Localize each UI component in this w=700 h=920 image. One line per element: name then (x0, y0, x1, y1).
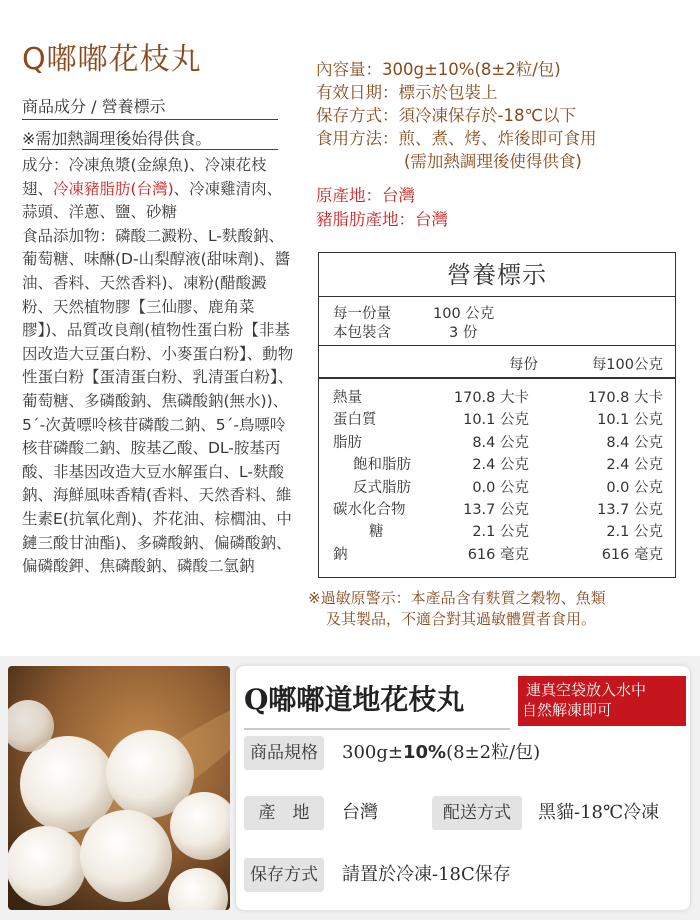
nutrient-per-serving: 616 毫克 (467, 546, 529, 563)
nutrient-name: 鈉 (333, 546, 348, 563)
ingredients-main (22, 154, 294, 225)
nutrient-per-serving: 13.7 公克 (463, 501, 529, 518)
origin-value: 台灣 (342, 802, 378, 823)
nutrient-per-serving: 2.4 公克 (472, 457, 529, 474)
nutrient-per-serving: 170.8 大卡 (453, 390, 529, 406)
nutrient-per-100g: 10.1 公克 (597, 412, 663, 429)
nutrient-name: 糖 (369, 524, 384, 541)
nutrient-per-100g: 0.0 公克 (606, 479, 663, 496)
nutrient-name: 碳水化合物 (333, 501, 406, 518)
nutrient-per-100g: 8.4 公克 (606, 434, 663, 451)
badge-line: 連真空袋放入水中 (526, 681, 647, 699)
additives-text: 食品添加物：磷酸二澱粉、L-麩酸鈉、葡萄糖、味醂(D-山梨醇液(甜味劑)、醬油、香料、天然香料)、凍粉(醋酸澱粉、天然植物膠【三仙膠、鹿角菜膠】)、品質改良劑(植物性蛋白粉【非基因改造大豆蛋白粉、小麥蛋白粉】、動物性蛋白粉【蛋清蛋白粉、乳清蛋白粉】、葡萄糖、多磷酸鈉、焦磷酸鈉(無水))、5´-次黃嘌呤核苷磷酸二鈉、5´-鳥嘌呤核苷磷酸二鈉、胺基乙酸、DL-胺基丙酸、非基因改造大豆水解蛋白、L-麩酸鈉、海鮮風味香精(香料、天然香料、維生素E(抗氧化劑)、芥花油、棕櫚油、中鏈三酸甘油酯)、多磷酸鈉、偏磷酸鈉、偏磷酸鉀、焦磷酸鈉、磷酸二氫鈉 (22, 226, 294, 576)
nutrient-per-serving: 0.0 公克 (472, 479, 529, 496)
nutrient-per-100g: 2.4 公克 (606, 457, 663, 474)
spec-value (342, 736, 540, 770)
usage-method: 食用方法：煎、煮、烤、炸後即可食用 (316, 129, 597, 148)
allergen-line: 及其製品，不適合對其過敏體質者食用。 (326, 610, 597, 628)
product-photo (8, 666, 230, 910)
product-name: Q嘟嘟道地花枝丸 (244, 683, 465, 716)
nutrient-per-serving: 2.1 公克 (472, 524, 529, 541)
nutrition-row (319, 544, 675, 566)
nutrient-per-100g: 616 毫克 (601, 546, 663, 563)
product-banner (0, 656, 700, 920)
column-per-serving: 每份 (509, 357, 538, 373)
origin: 原產地：台灣 (316, 186, 415, 205)
nutrient-per-100g: 170.8 大卡 (587, 390, 663, 406)
content-amount: 內容量：300g±10%(8±2粒/包) (316, 60, 561, 79)
nutrition-row (319, 409, 675, 431)
shipping-label: 配送方式 (432, 796, 522, 830)
nutrition-table (318, 252, 676, 578)
storage-label: 保存方式 (244, 858, 324, 892)
nutrient-name: 脂肪 (333, 434, 362, 451)
storage-value: 請置於冷凍-18C保存 (342, 864, 511, 885)
nutrient-name: 熱量 (333, 390, 362, 406)
expiry-date: 有效日期：標示於包裝上 (316, 83, 498, 102)
fish-balls-image (8, 666, 230, 910)
divider (319, 377, 675, 379)
spec-text: 300g± (342, 742, 403, 763)
nutrition-row (319, 432, 675, 454)
nutrition-row (319, 454, 675, 476)
usage-note: (需加熱調理後使得供食) (404, 152, 582, 171)
shipping-value: 黑貓-18℃冷凍 (538, 802, 660, 823)
nutrient-name: 飽和脂肪 (353, 457, 411, 474)
serving-label: 每一份量 (333, 306, 391, 322)
divider (22, 149, 278, 150)
nutrition-row (319, 477, 675, 499)
nutrition-rows (319, 387, 675, 566)
fat-origin: 豬脂肪產地：台灣 (316, 210, 448, 229)
nutrition-row (319, 387, 675, 409)
allergen-warning (308, 588, 688, 630)
ingredients-text: 成分：冷凍魚漿(金線魚)、冷凍花枝翅、 (22, 156, 267, 198)
divider (319, 345, 675, 346)
spec-text: 10% (402, 742, 447, 763)
nutrition-row (319, 521, 675, 543)
nutrient-per-100g: 2.1 公克 (606, 524, 663, 541)
spec-text: (8±2粒/包) (446, 742, 541, 763)
storage-method: 保存方式：須冷凍保存於-18℃以下 (316, 106, 576, 125)
origin-label: 產 地 (244, 796, 324, 830)
serving-value: 100 公克 (433, 306, 495, 322)
nutrition-row (319, 499, 675, 521)
section-subtitle: 商品成分 / 營養標示 (22, 97, 166, 116)
nutrient-per-100g: 13.7 公克 (597, 501, 663, 518)
origin-info (316, 184, 448, 232)
allergen-line: ※過敏原警示：本產品含有麩質之穀物、魚類 (308, 589, 606, 607)
ingredients-highlight: 冷凍豬脂肪(台灣) (53, 179, 174, 198)
column-per-100g: 每100公克 (591, 357, 663, 373)
divider (244, 728, 510, 730)
serving-info (319, 297, 675, 343)
servings-label: 本包裝含 (333, 325, 391, 341)
ingredients-block (22, 154, 294, 579)
servings-value: 3 份 (449, 325, 478, 341)
product-card (236, 666, 690, 910)
thaw-badge (518, 676, 686, 726)
nutrient-per-serving: 8.4 公克 (472, 434, 529, 451)
nutrient-per-serving: 10.1 公克 (463, 412, 529, 429)
spec-label: 商品規格 (244, 736, 324, 770)
page-title: Q嘟嘟花枝丸 (22, 42, 202, 77)
nutrition-title: 營養標示 (319, 253, 675, 297)
nutrient-name: 蛋白質 (333, 412, 377, 429)
product-info (316, 58, 597, 173)
nutrient-name: 反式脂肪 (353, 479, 411, 496)
heat-notice: ※需加熱調理後始得供食。 (22, 129, 212, 148)
badge-line: 自然解凍即可 (522, 701, 613, 719)
ingredients-text: 、冷凍雞清肉、蒜頭、洋蔥、鹽、砂糖 (22, 179, 283, 222)
divider (22, 119, 278, 120)
